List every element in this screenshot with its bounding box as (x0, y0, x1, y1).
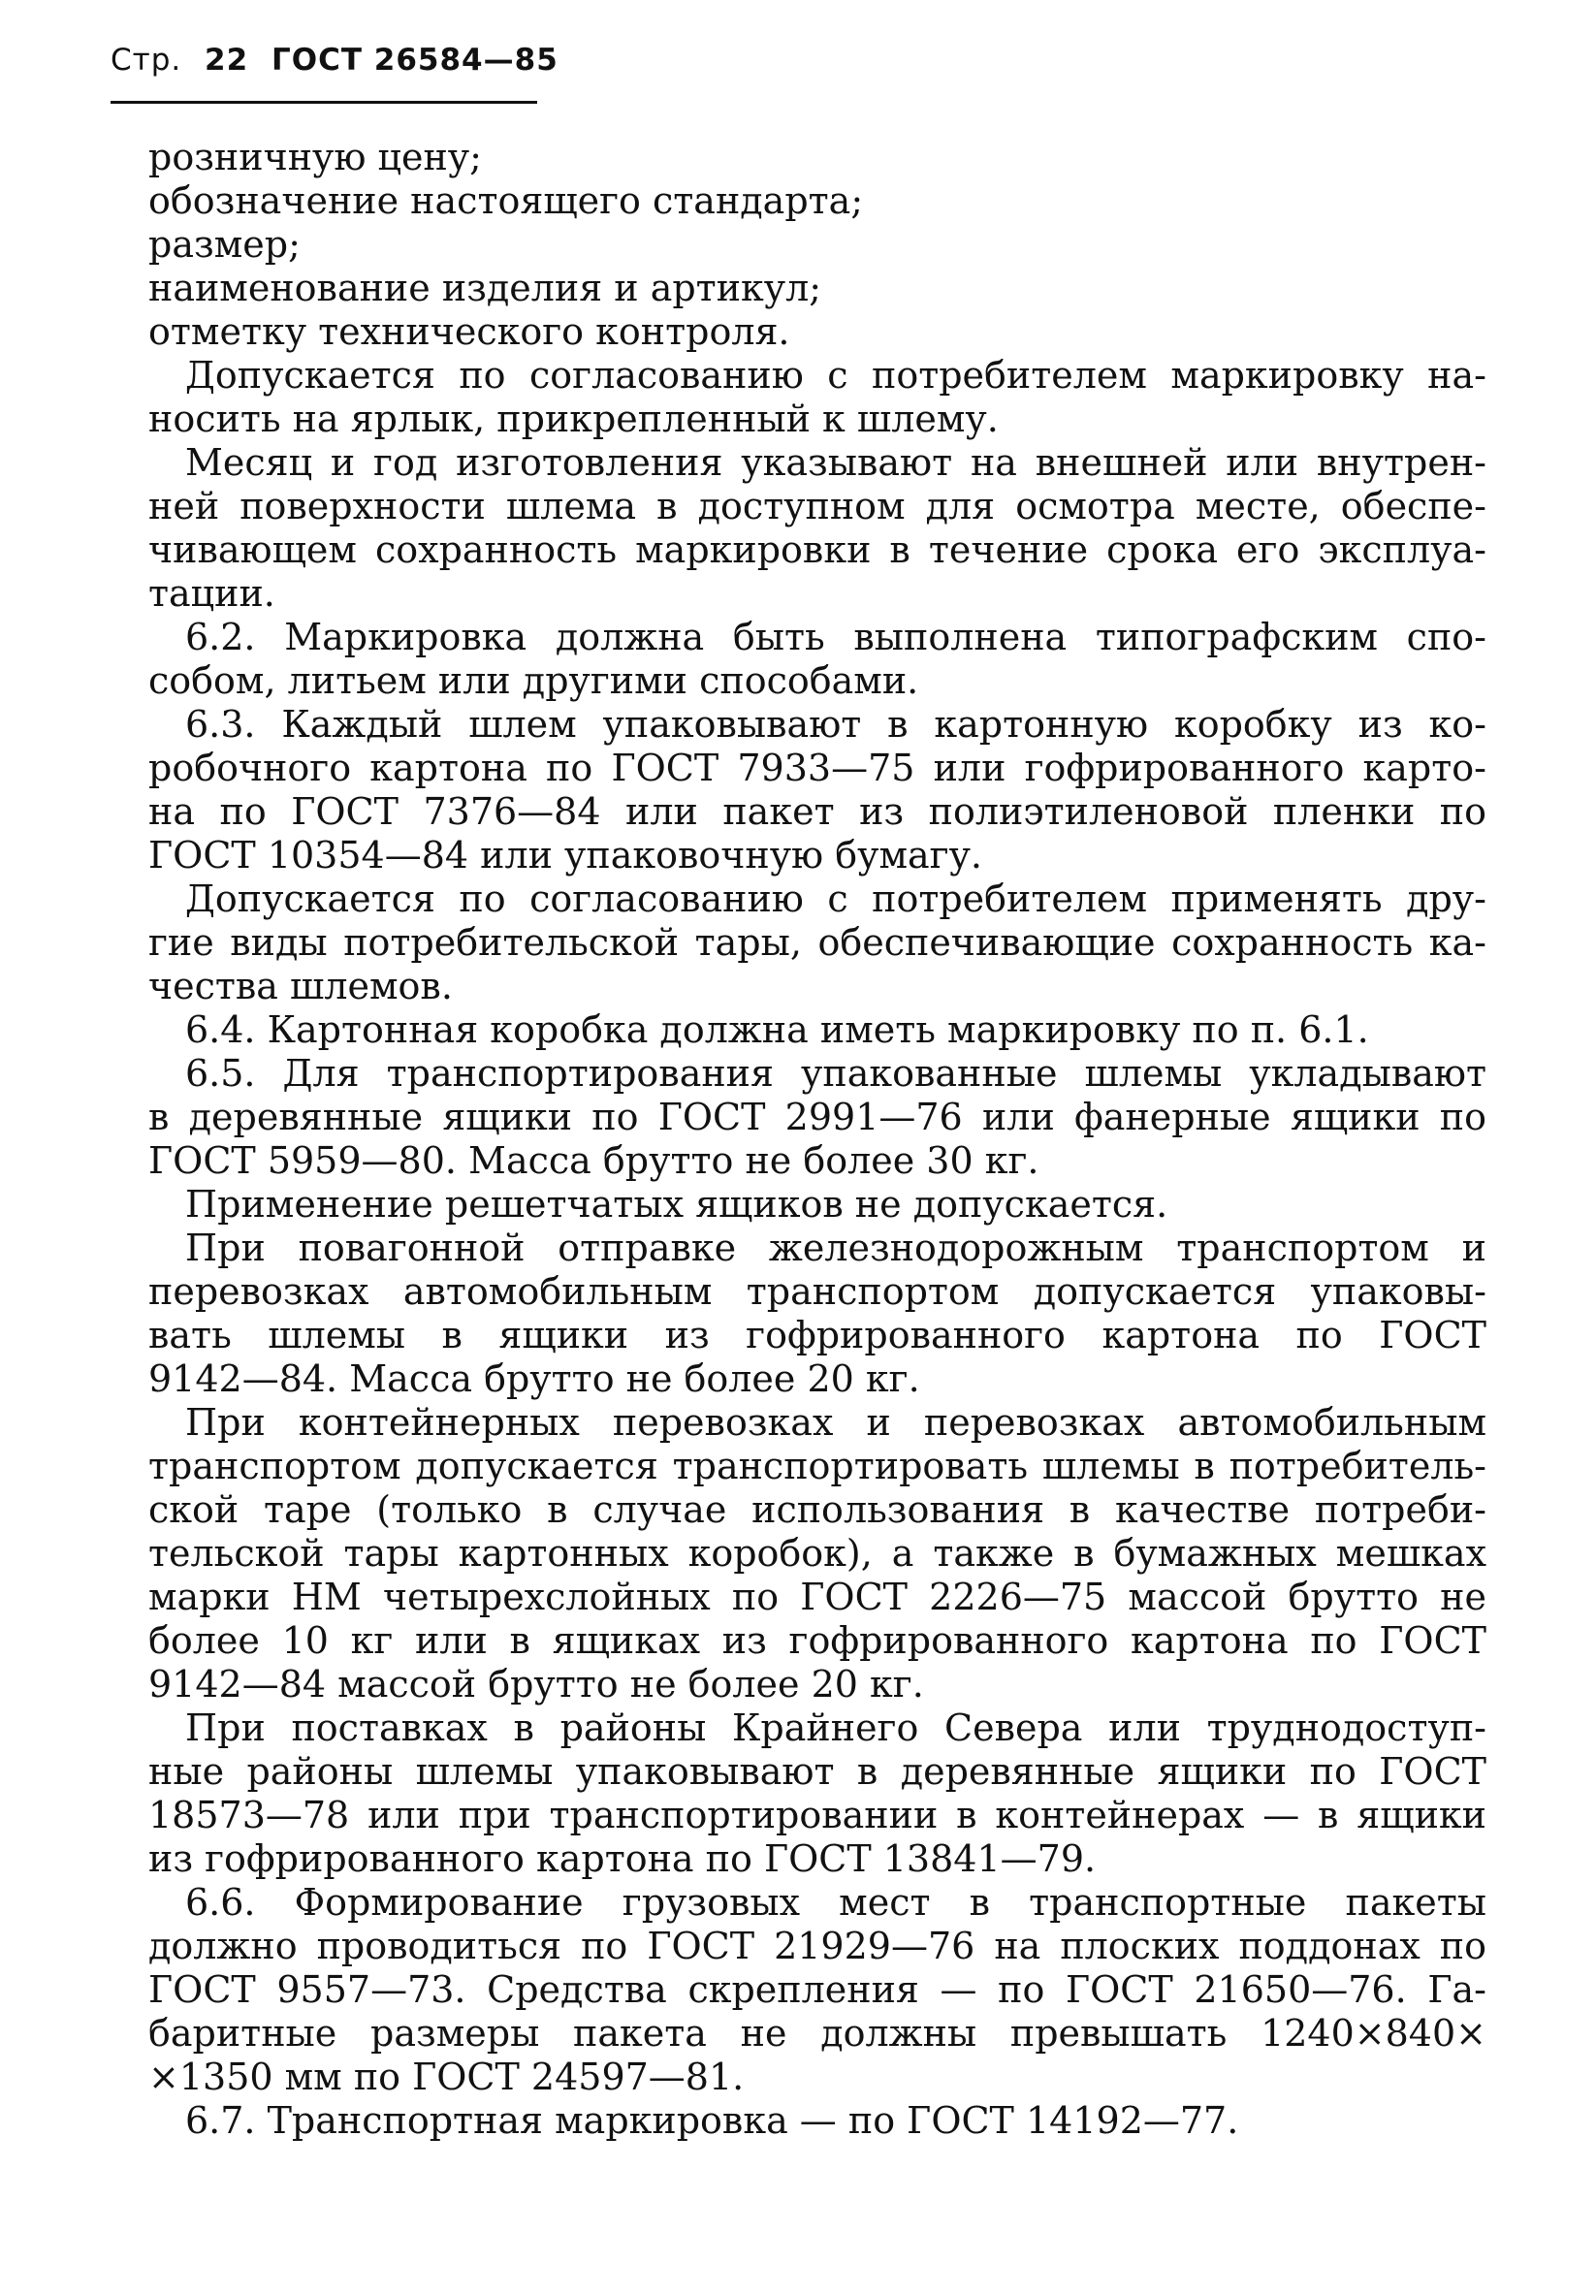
text-line: баритные размеры пакета не должны превышать 1240×840× (148, 2012, 1486, 2055)
text-line: чества шлемов. (148, 965, 453, 1007)
text-line: 9142—84 массой брутто не более 20 кг. (148, 1663, 924, 1706)
text-line: отметку технического контроля. (148, 310, 790, 353)
text-line: ней поверхности шлема в доступном для осмотра месте, обеспе- (148, 485, 1486, 527)
standard-designation: ГОСТ 26584—85 (271, 43, 559, 78)
text-line: перевозках автомобильным транспортом допускается упаковы- (148, 1270, 1486, 1313)
text-line: робочного картона по ГОСТ 7933—75 или гофрированного карто- (148, 747, 1486, 789)
text-line: розничную цену; (148, 136, 482, 178)
text-line: на по ГОСТ 7376—84 или пакет из полиэтиленовой пленки по (148, 790, 1486, 833)
text-line: чивающем сохранность маркировки в течение срока его эксплуа- (148, 528, 1486, 571)
text-line: вать шлемы в ящики из гофрированного картона по ГОСТ (148, 1314, 1486, 1356)
text-line: 6.3. Каждый шлем упаковывают в картонную коробку из ко- (185, 703, 1486, 746)
text-line: При повагонной отправке железнодорожным транспортом и (185, 1227, 1486, 1269)
header-rule (111, 101, 537, 104)
text-line: Допускается по согласованию с потребителем маркировку на- (185, 354, 1486, 397)
text-line: более 10 кг или в ящиках из гофрированного картона по ГОСТ (148, 1619, 1486, 1662)
text-line: марки НМ четырехслойных по ГОСТ 2226—75 массой брутто не (148, 1576, 1486, 1618)
text-line: При контейнерных перевозках и перевозках автомобильным (185, 1401, 1486, 1444)
text-line: ГОСТ 9557—73. Средства скрепления — по ГОСТ 21650—76. Га- (148, 1968, 1486, 2011)
text-line: носить на ярлык, прикрепленный к шлему. (148, 398, 999, 440)
text-line: тации. (148, 572, 275, 615)
text-line: 6.5. Для транспортирования упакованные шлемы укладывают (185, 1052, 1486, 1095)
text-line: ные районы шлемы упаковывают в деревянные ящики по ГОСТ (148, 1750, 1486, 1793)
text-line: 6.7. Транспортная маркировка — по ГОСТ 14192—77. (185, 2099, 1239, 2142)
page-number: 22 (205, 43, 249, 78)
text-line: в деревянные ящики по ГОСТ 2991—76 или фанерные ящики по (148, 1096, 1486, 1138)
body-text (148, 136, 1486, 2143)
text-line: При поставках в районы Крайнего Севера или труднодоступ- (185, 1706, 1486, 1749)
text-line: ГОСТ 10354—84 или упаковочную бумагу. (148, 834, 983, 877)
text-line: гие виды потребительской тары, обеспечивающие сохранность ка- (148, 921, 1486, 964)
text-line: должно проводиться по ГОСТ 21929—76 на плоских поддонах по (148, 1925, 1486, 1967)
text-line: обозначение настоящего стандарта; (148, 179, 864, 222)
text-line: 18573—78 или при транспортировании в контейнерах — в ящики (148, 1794, 1486, 1836)
text-line: Допускается по согласованию с потребителем применять дру- (185, 877, 1486, 920)
text-line: транспортом допускается транспортировать шлемы в потребитель- (148, 1445, 1486, 1487)
text-line: 6.4. Картонная коробка должна иметь маркировку по п. 6.1. (185, 1008, 1369, 1051)
text-line: ской таре (только в случае использования в качестве потреби- (148, 1488, 1486, 1531)
text-line: 9142—84. Масса брутто не более 20 кг. (148, 1357, 920, 1400)
text-line: Применение решетчатых ящиков не допускается. (185, 1183, 1168, 1226)
text-line: 6.2. Маркировка должна быть выполнена типографским спо- (185, 616, 1486, 658)
text-line: ГОСТ 5959—80. Масса брутто не более 30 кг. (148, 1139, 1039, 1182)
text-line: 6.6. Формирование грузовых мест в транспортные пакеты (185, 1881, 1486, 1924)
page-header (111, 44, 559, 77)
text-line: из гофрированного картона по ГОСТ 13841—79. (148, 1837, 1097, 1880)
text-line: наименование изделия и артикул; (148, 267, 822, 309)
text-line: Месяц и год изготовления указывают на внешней или внутрен- (185, 441, 1486, 484)
text-line: тельской тары картонных коробок), а также в бумажных мешках (148, 1532, 1486, 1575)
text-line: собом, литьем или другими способами. (148, 659, 919, 702)
text-line: размер; (148, 223, 301, 266)
page-label: Стр. (111, 43, 182, 78)
text-line: ×1350 мм по ГОСТ 24597—81. (148, 2056, 745, 2098)
